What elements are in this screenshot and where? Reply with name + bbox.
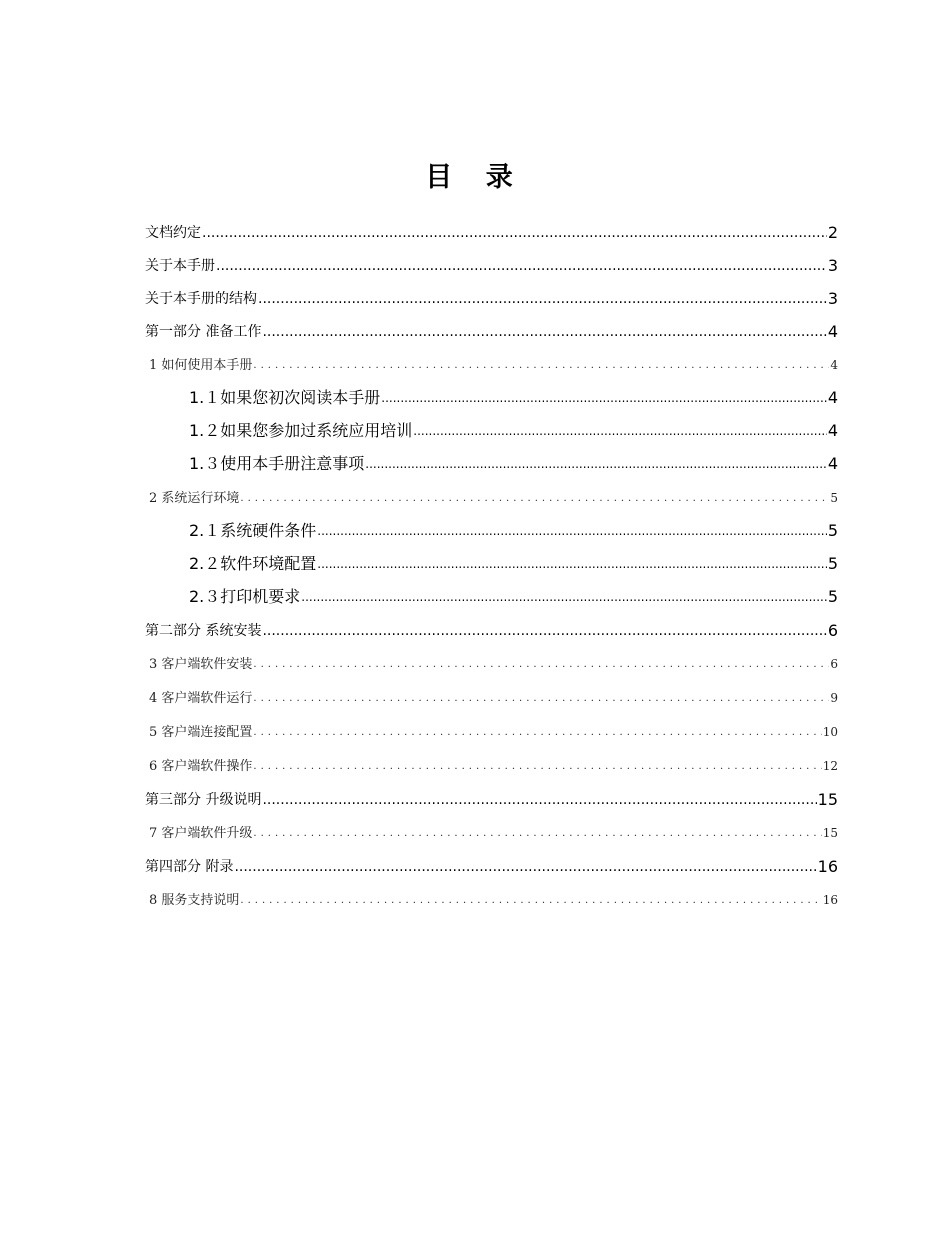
dot-leader bbox=[381, 388, 827, 408]
toc-entry-label: 1.１如果您初次阅读本手册 bbox=[189, 388, 381, 407]
toc-entry[interactable] bbox=[145, 379, 838, 412]
dot-leader bbox=[253, 690, 829, 707]
toc-entry[interactable] bbox=[145, 780, 838, 813]
toc-entry-label: 第四部分 附录 bbox=[145, 859, 234, 875]
toc-entry-page: 4 bbox=[827, 454, 838, 473]
toc-entry-page: 9 bbox=[830, 691, 838, 705]
dot-leader bbox=[258, 290, 827, 308]
dot-leader bbox=[365, 454, 827, 474]
toc-entry[interactable] bbox=[145, 644, 838, 678]
toc-entry[interactable] bbox=[145, 213, 838, 246]
toc-entry[interactable] bbox=[145, 246, 838, 279]
toc-entry-page: 10 bbox=[822, 725, 838, 739]
toc-entry[interactable] bbox=[145, 611, 838, 644]
toc-entry-label: 2.１系统硬件条件 bbox=[189, 521, 317, 540]
toc-entry-page: 4 bbox=[827, 322, 838, 341]
dot-leader bbox=[262, 323, 826, 341]
toc-entry-page: 4 bbox=[827, 421, 838, 440]
dot-leader bbox=[202, 224, 827, 242]
toc-entry[interactable] bbox=[145, 345, 838, 379]
toc-entry-page: 4 bbox=[827, 388, 838, 407]
dot-leader bbox=[240, 892, 821, 909]
toc-entry-label: 6 客户端软件操作 bbox=[149, 759, 253, 774]
toc-entry-page: 16 bbox=[817, 857, 838, 876]
toc-entry-page: 6 bbox=[827, 621, 838, 640]
toc-entry-label: 2 系统运行环境 bbox=[149, 491, 240, 506]
toc-entry[interactable] bbox=[145, 312, 838, 345]
toc-entry-label: 4 客户端软件运行 bbox=[149, 691, 253, 706]
dot-leader bbox=[253, 724, 821, 741]
toc-entry-page: 3 bbox=[827, 289, 838, 308]
page-title: 目 录 bbox=[425, 162, 525, 193]
table-of-contents bbox=[145, 213, 838, 914]
toc-entry-label: 2.３打印机要求 bbox=[189, 587, 301, 606]
toc-entry-label: 8 服务支持说明 bbox=[149, 893, 240, 908]
toc-entry[interactable] bbox=[145, 712, 838, 746]
dot-leader bbox=[262, 791, 816, 809]
toc-entry-page: 12 bbox=[822, 759, 838, 773]
toc-entry[interactable] bbox=[145, 847, 838, 880]
toc-entry-page: 5 bbox=[830, 491, 838, 505]
toc-entry-page: 4 bbox=[830, 358, 838, 372]
toc-entry-label: 5 客户端连接配置 bbox=[149, 725, 253, 740]
toc-entry-label: 1 如何使用本手册 bbox=[149, 358, 253, 373]
dot-leader bbox=[216, 257, 827, 275]
toc-entry-label: 关于本手册的结构 bbox=[145, 291, 257, 307]
toc-entry[interactable] bbox=[145, 445, 838, 478]
toc-entry-label: 文档约定 bbox=[145, 225, 201, 241]
toc-entry-page: 5 bbox=[827, 554, 838, 573]
dot-leader bbox=[301, 587, 827, 607]
toc-entry[interactable] bbox=[145, 412, 838, 445]
dot-leader bbox=[234, 858, 816, 876]
toc-entry-label: 3 客户端软件安装 bbox=[149, 657, 253, 672]
toc-entry-label: 第三部分 升级说明 bbox=[145, 792, 262, 808]
toc-entry-page: 2 bbox=[827, 223, 838, 242]
toc-entry-label: 关于本手册 bbox=[145, 258, 215, 274]
toc-entry[interactable] bbox=[145, 813, 838, 847]
toc-entry-label: 第一部分 准备工作 bbox=[145, 324, 262, 340]
toc-entry[interactable] bbox=[145, 678, 838, 712]
toc-entry[interactable] bbox=[145, 279, 838, 312]
toc-entry-label: 2.２软件环境配置 bbox=[189, 554, 317, 573]
toc-entry-page: 3 bbox=[827, 256, 838, 275]
toc-entry-page: 5 bbox=[827, 521, 838, 540]
toc-entry[interactable] bbox=[145, 578, 838, 611]
toc-entry[interactable] bbox=[145, 880, 838, 914]
toc-entry-label: 1.３使用本手册注意事项 bbox=[189, 454, 365, 473]
toc-entry[interactable] bbox=[145, 478, 838, 512]
toc-entry[interactable] bbox=[145, 512, 838, 545]
dot-leader bbox=[317, 521, 827, 541]
dot-leader bbox=[262, 622, 826, 640]
toc-entry-page: 6 bbox=[830, 657, 838, 671]
toc-entry-page: 15 bbox=[822, 826, 838, 840]
dot-leader bbox=[240, 490, 829, 507]
toc-entry[interactable] bbox=[145, 545, 838, 578]
toc-entry-page: 5 bbox=[827, 587, 838, 606]
toc-entry-label: 7 客户端软件升级 bbox=[149, 826, 253, 841]
dot-leader bbox=[253, 357, 829, 374]
toc-entry-page: 16 bbox=[822, 893, 838, 907]
dot-leader bbox=[253, 758, 821, 775]
dot-leader bbox=[253, 656, 829, 673]
toc-entry-page: 15 bbox=[817, 790, 838, 809]
toc-entry-label: 1.２如果您参加过系统应用培训 bbox=[189, 421, 413, 440]
dot-leader bbox=[317, 554, 827, 574]
dot-leader bbox=[413, 421, 827, 441]
toc-entry-label: 第二部分 系统安装 bbox=[145, 623, 262, 639]
dot-leader bbox=[253, 825, 821, 842]
toc-entry[interactable] bbox=[145, 746, 838, 780]
